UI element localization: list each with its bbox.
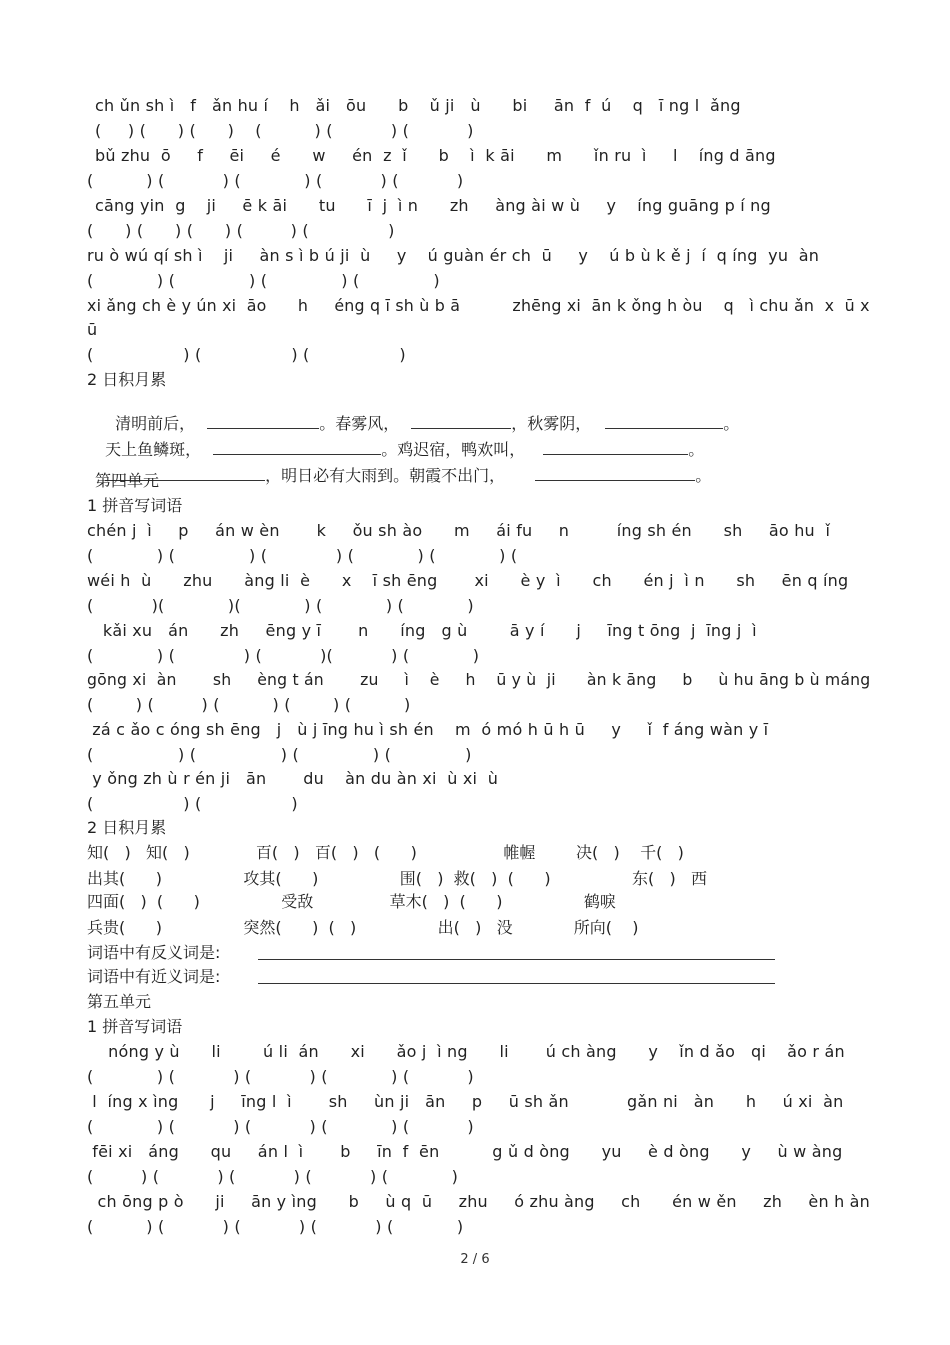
synonym-answer-line[interactable] <box>258 983 775 984</box>
u3-pinyin-row-2: bǔ zhu ō f ēi é w én z ǐ b ì k āi m ǐn ru ì l íng d āng <box>95 146 776 165</box>
u3-bracket-row-3: ( ) ( ) ( ) ( ) ( ) <box>87 221 395 240</box>
u4-pinyin-row-4: gōng xi àn sh èng t án zu ì è h ū y ù ji àn k āng b ù hu āng b ù máng <box>87 670 871 689</box>
u3-bracket-row-1: ( ) ( ) ( ) ( ) ( ) ( ) <box>95 121 474 140</box>
fill-blank[interactable] <box>535 466 695 481</box>
proverb-text: 天上鱼鳞斑， <box>105 440 202 459</box>
u5-pinyin-row-2: l íng x ìng j īng l ì sh ùn ji ān p ū sh ǎn gǎn ni àn h ú xi àn <box>87 1092 844 1111</box>
u5-bracket-row-2: ( ) ( ) ( ) ( ) ( ) <box>87 1117 474 1136</box>
u4-synonym-label: 词语中有近义词是: <box>87 967 221 986</box>
u3-proverb-line-3 <box>95 446 711 486</box>
u4-antonym-label: 词语中有反义词是: <box>87 943 221 962</box>
u4-section-accumulation-title: 2 日积月累 <box>87 818 167 837</box>
u3-pinyin-row-1: ch ǔn sh ì f ǎn hu í h ǎi ōu b ǔ ji ù bi ān f ú q ī ng l ǎng <box>95 96 741 115</box>
antonym-answer-line[interactable] <box>258 959 775 960</box>
u3-bracket-row-4: ( ) ( ) ( ) ( ) <box>87 271 440 290</box>
proverb-text: ，明日必有大雨到。朝霞不出门， <box>265 466 506 485</box>
u3-pinyin-row-5: xi ǎng ch è y ún xi āo h éng q ī sh ù b ā zhēng xi ān k ǒng h òu q ì chu ǎn x ū x <box>87 296 870 315</box>
u4-idiom-row-2: 出其( ) 攻其( ) 围( ) 救( ) ( ) 东( ) 西 <box>87 869 707 888</box>
u5-pinyin-row-3: fēi xi áng qu án l ì b īn f ēn g ǔ d òng yu è d òng y ù w àng <box>87 1142 843 1161</box>
u3-section-accumulation-title: 2 日积月累 <box>87 370 167 389</box>
u3-bracket-row-2: ( ) ( ) ( ) ( ) ( ) <box>87 171 464 190</box>
u5-pinyin-row-4: ch ōng p ò ji ān y ìng b ù q ū zhu ó zhu àng ch én w ěn zh èn h àn <box>87 1192 871 1211</box>
u3-pinyin-row-5-wrap: ū <box>87 320 98 339</box>
u4-idiom-row-3: 四面( ) ( ) 受敌 草木( ) ( ) 鹤唳 <box>87 892 616 911</box>
u5-section-pinyin-title: 1 拼音写词语 <box>87 1017 183 1036</box>
u5-bracket-row-1: ( ) ( ) ( ) ( ) ( ) <box>87 1067 474 1086</box>
u3-pinyin-row-4: ru ò wú qí sh ì ji àn s ì b ú ji ù y ú guàn ér ch ū y ú b ù k ě j í q íng yu àn <box>87 246 820 265</box>
u5-bracket-row-4: ( ) ( ) ( ) ( ) ( ) <box>87 1217 464 1236</box>
proverb-text: 。春雾风， <box>319 414 400 433</box>
u4-bracket-row-1: ( ) ( ) ( ) ( ) ( ) ( <box>87 546 518 565</box>
proverb-text: 清明前后， <box>115 414 196 433</box>
u4-pinyin-row-5: zá c ǎo c óng sh ēng j ù j īng hu ì sh én m ó mó h ū h ū y ǐ f áng wàn y ī <box>87 720 769 739</box>
u3-bracket-row-5: ( ) ( ) ( ) <box>87 345 406 364</box>
u4-section-pinyin-title: 1 拼音写词语 <box>87 496 183 515</box>
u4-bracket-row-6: ( ) ( ) <box>87 794 298 813</box>
u4-bracket-row-4: ( ) ( ) ( ) ( ) ( ) <box>87 695 411 714</box>
u4-pinyin-row-1: chén j ì p án w èn k ǒu sh ào m ái fu n íng sh én sh āo hu ǐ <box>87 521 831 540</box>
u3-pinyin-row-3: cāng yin g ji ē k āi tu ī j ì n zh àng ài w ù y íng guāng p í ng <box>95 196 771 215</box>
proverb-text: 。 <box>723 414 740 433</box>
u4-pinyin-row-3: kǎi xu án zh ēng y ī n íng g ù ā y í j īng t ōng j īng j ì <box>87 621 757 640</box>
u5-pinyin-row-1: nóng y ù li ú li án xi ǎo j ì ng li ú ch àng y ǐn d ǎo qi ǎo r án <box>87 1042 845 1061</box>
u5-bracket-row-3: ( ) ( ) ( ) ( ) ( ) <box>87 1167 459 1186</box>
page-number: 2 / 6 <box>460 1252 490 1267</box>
u4-idiom-row-1: 知( ) 知( ) 百( ) 百( ) ( ) 帷幄 决( ) 千( ) <box>87 843 684 862</box>
u4-bracket-row-3: ( ) ( ) ( )( ) ( ) <box>87 646 480 665</box>
proverb-text: 。 <box>695 466 712 485</box>
u5-title: 第五单元 <box>87 992 152 1011</box>
u4-idiom-row-4: 兵贵( ) 突然( ) ( ) 出( ) 没 所向( ) <box>87 918 639 937</box>
u4-pinyin-row-2: wéi h ù zhu àng li è x ī sh ēng xi è y ì ch én j ì n sh ēn q íng <box>87 571 849 590</box>
u4-bracket-row-5: ( ) ( ) ( ) ( ) <box>87 745 472 764</box>
u4-title: 第四单元 <box>95 471 160 490</box>
u4-pinyin-row-6: y ǒng zh ù r én ji ān du àn du àn xi ù xi ù <box>87 769 499 788</box>
proverb-text: 。鸡迟宿，鸭欢叫， <box>381 440 526 459</box>
proverb-text: ，秋雾阴， <box>511 414 592 433</box>
u4-bracket-row-2: ( )( )( ) ( ) ( ) <box>87 596 474 615</box>
proverb-text: 。 <box>688 440 705 459</box>
